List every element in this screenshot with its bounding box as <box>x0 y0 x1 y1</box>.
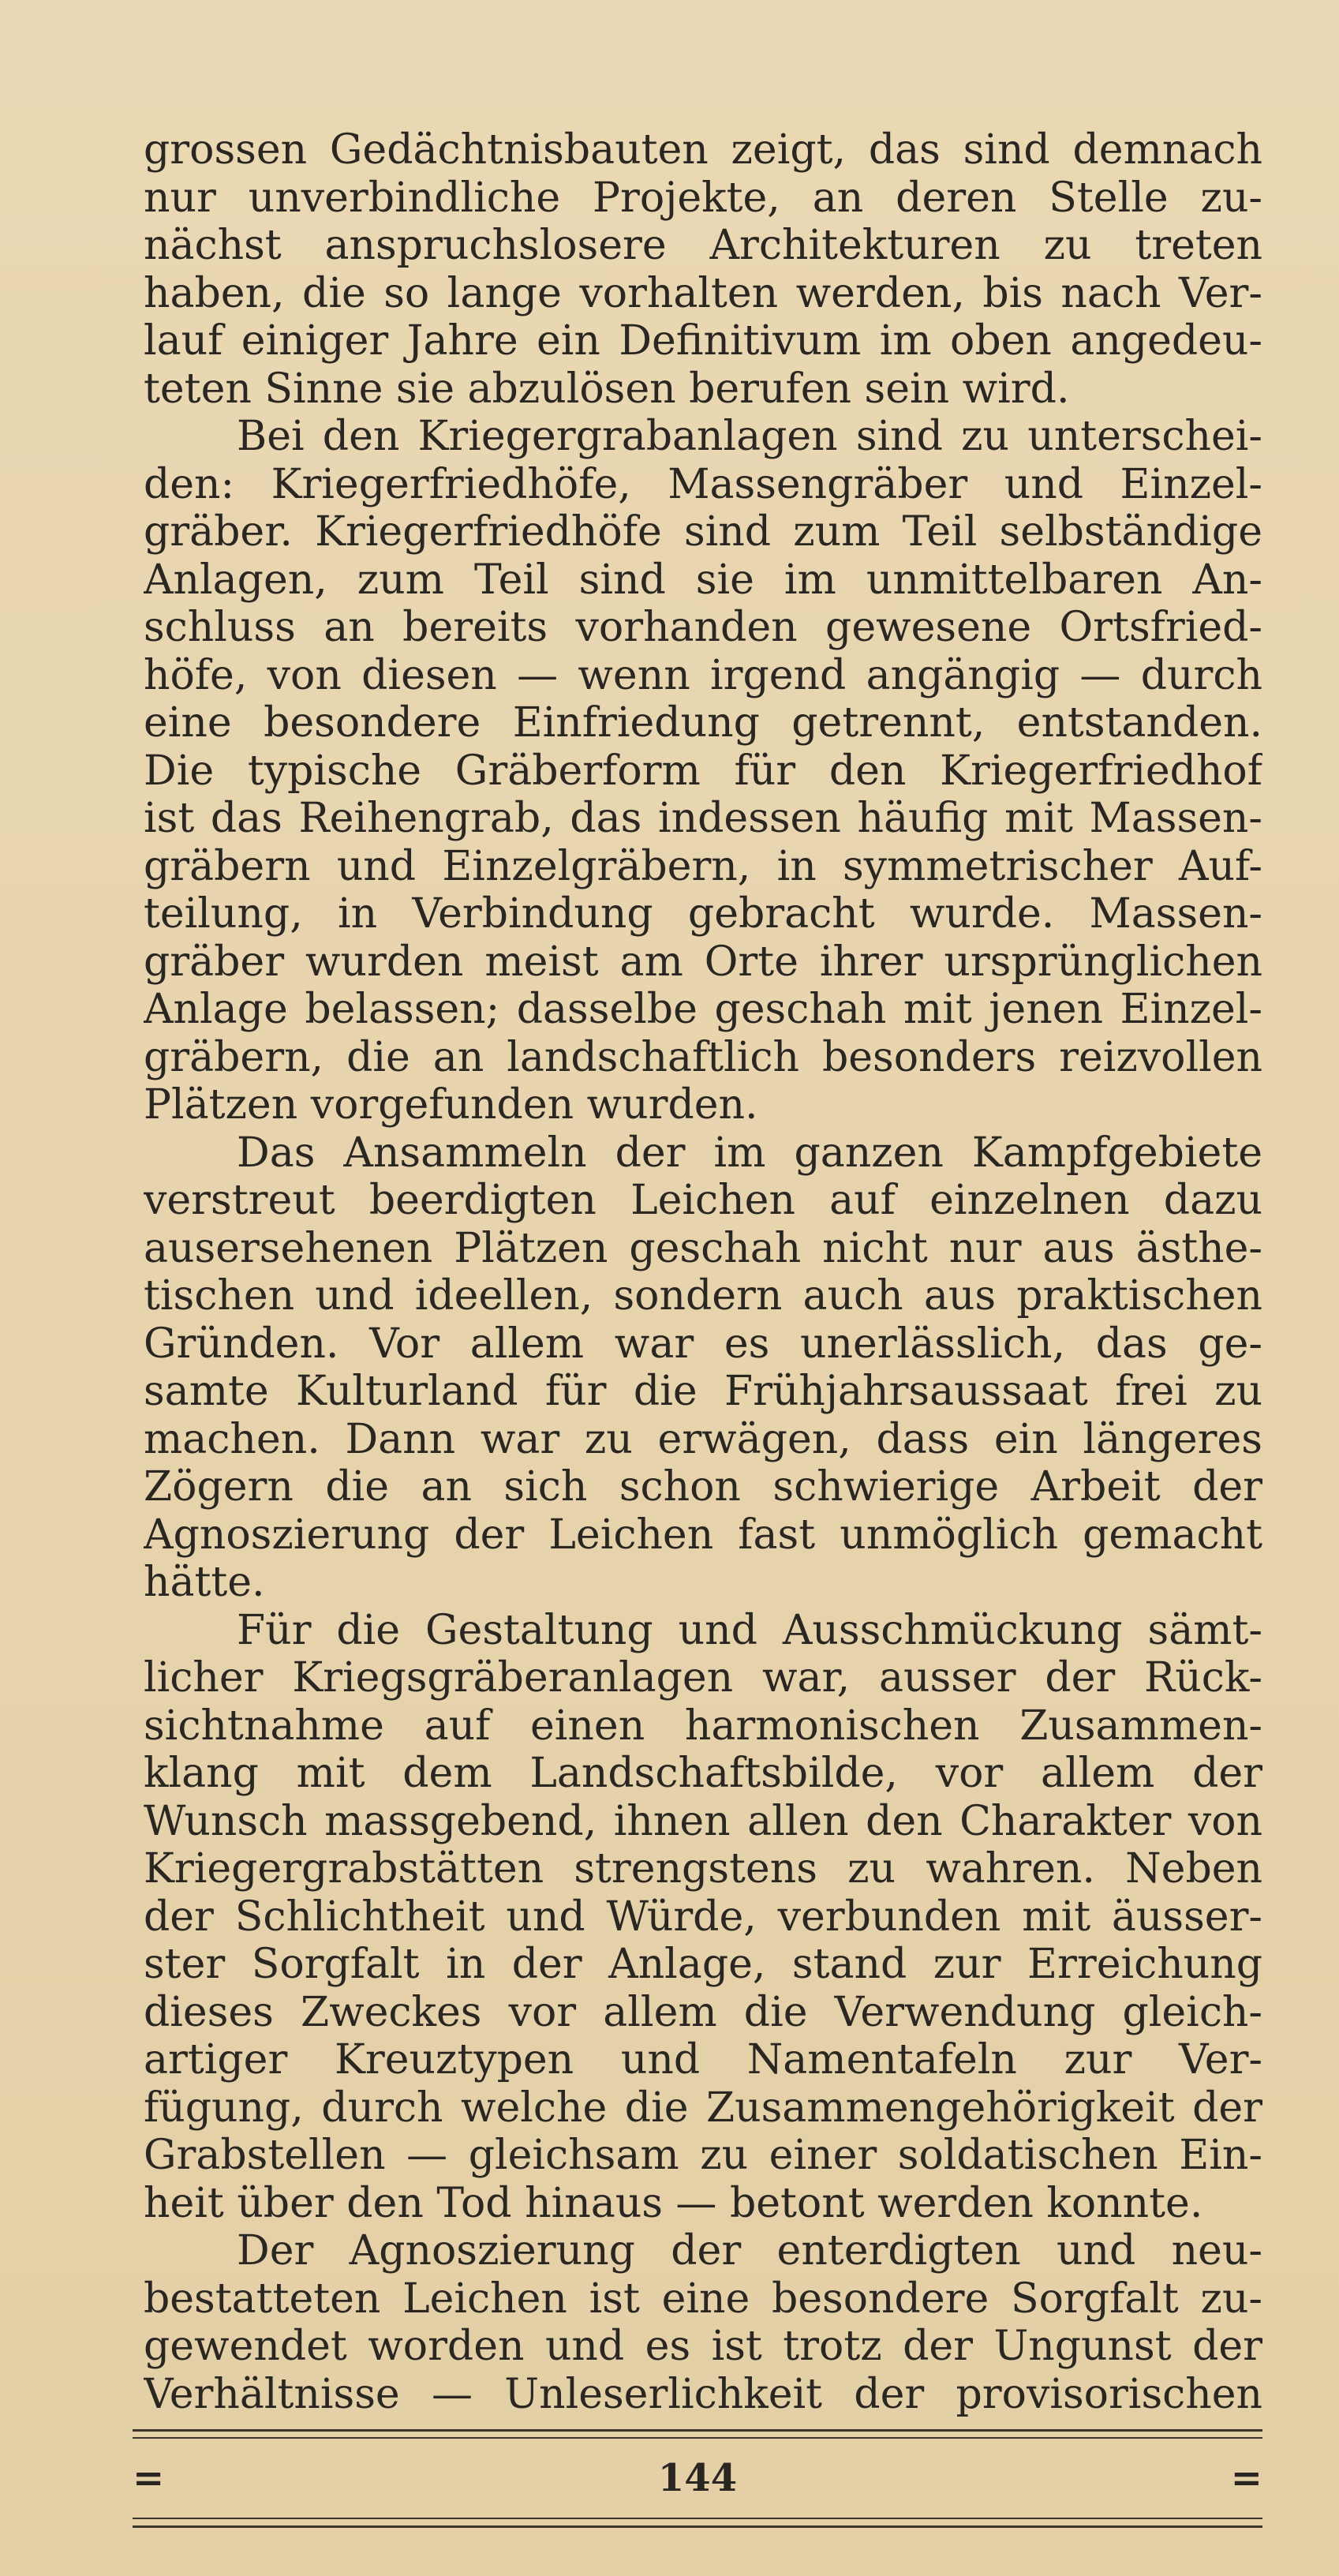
text-line: Grabstellen — gleichsam zu einer soldatischen Ein- <box>144 2132 1262 2179</box>
footer-bottom-rule-thin <box>133 2518 1262 2519</box>
text-line: licher Kriegsgräberanlagen war, ausser der Rück- <box>144 1654 1262 1702</box>
text-line: ist das Reihengrab, das indessen häufig mit Massen- <box>144 795 1262 842</box>
text-line: samte Kulturland für die Frühjahrsaussaat frei zu <box>144 1368 1262 1415</box>
text-line: sichtnahme auf einen harmonischen Zusammen- <box>144 1702 1262 1750</box>
text-line: heit über den Tod hinaus — betont werden konnte. <box>144 2179 1203 2227</box>
text-line: nur unverbindliche Projekte, an deren Stelle zu- <box>144 174 1262 222</box>
text-line: Plätzen vorgefunden wurden. <box>144 1081 758 1129</box>
text-line: klang mit dem Landschaftsbilde, vor allem der <box>144 1750 1262 1797</box>
paragraph-start-line: Für die Gestaltung und Ausschmückung sämt- <box>237 1606 1262 1654</box>
text-line: der Schlichtheit und Würde, verbunden mit äusser- <box>144 1893 1262 1941</box>
text-line: eine besondere Einfriedung getrennt, entstanden. <box>144 699 1262 747</box>
text-line: Wunsch massgebend, ihnen allen den Charakter von <box>144 1797 1262 1845</box>
paragraph-start-line: Der Agnoszierung der enterdigten und neu- <box>237 2227 1262 2275</box>
text-line: haben, die so lange vorhalten werden, bis nach Ver- <box>144 269 1262 317</box>
text-line: bestatteten Leichen ist eine besondere Sorgfalt zu- <box>144 2275 1262 2323</box>
text-line: schluss an bereits vorhanden gewesene Ortsfried- <box>144 604 1262 651</box>
text-line: den: Kriegerfriedhöfe, Massengräber und Einzel- <box>144 460 1262 508</box>
text-line: Zögern die an sich schon schwierige Arbeit der <box>144 1463 1262 1511</box>
text-line: nächst anspruchslosere Architekturen zu treten <box>144 222 1262 269</box>
footer-right-mark: = <box>1230 2456 1262 2500</box>
text-line: teilung, in Verbindung gebracht wurde. Massen- <box>144 890 1262 938</box>
text-line: Anlagen, zum Teil sind sie im unmittelbaren An- <box>144 556 1262 604</box>
paragraph-start-line: Bei den Kriegergrabanlagen sind zu unterschei- <box>237 413 1262 460</box>
text-line: grossen Gedächtnisbauten zeigt, das sind demnach <box>144 126 1262 174</box>
page-number: 144 <box>657 2456 738 2500</box>
text-line: tischen und ideellen, sondern auch aus praktischen <box>144 1272 1262 1320</box>
text-line: Die typische Gräberform für den Kriegerfriedhof <box>144 747 1262 795</box>
text-line: fügung, durch welche die Zusammengehörigkeit der <box>144 2084 1262 2132</box>
text-line: Anlage belassen; dasselbe geschah mit jenen Einzel- <box>144 986 1262 1033</box>
text-line: ster Sorgfalt in der Anlage, stand zur Erreichung <box>144 1941 1262 1988</box>
text-line: teten Sinne sie abzulösen berufen sein wird. <box>144 365 1070 413</box>
footer-top-rule-thin <box>133 2437 1262 2439</box>
text-line: artiger Kreuztypen und Namentafeln zur Ver- <box>144 2036 1262 2084</box>
text-line: gewendet worden und es ist trotz der Ungunst der <box>144 2323 1262 2370</box>
text-line: gräbern und Einzelgräbern, in symmetrischer Auf- <box>144 842 1262 890</box>
text-line: ausersehenen Plätzen geschah nicht nur aus ästhe- <box>144 1224 1262 1272</box>
text-line: hätte. <box>144 1559 265 1606</box>
page-footer <box>133 2454 1262 2502</box>
text-line: gräber wurden meist am Orte ihrer ursprünglichen <box>144 938 1262 986</box>
footer-bottom-rule <box>133 2525 1262 2528</box>
text-line: dieses Zweckes vor allem die Verwendung gleich- <box>144 1988 1262 2036</box>
text-line: verstreut beerdigten Leichen auf einzelnen dazu <box>144 1177 1262 1224</box>
footer-left-mark: = <box>133 2456 165 2500</box>
text-line: lauf einiger Jahre ein Definitivum im oben angedeu- <box>144 317 1262 365</box>
text-line: gräbern, die an landschaftlich besonders reizvollen <box>144 1033 1262 1081</box>
text-line: machen. Dann war zu erwägen, dass ein längeres <box>144 1415 1262 1463</box>
text-line: Agnoszierung der Leichen fast unmöglich gemacht <box>144 1511 1262 1559</box>
text-line: Gründen. Vor allem war es unerlässlich, das ge- <box>144 1320 1262 1368</box>
text-line: höfe, von diesen — wenn irgend angängig — durch <box>144 651 1262 699</box>
paragraph-start-line: Das Ansammeln der im ganzen Kampfgebiete <box>237 1129 1262 1177</box>
text-line: gräber. Kriegerfriedhöfe sind zum Teil selbständige <box>144 508 1262 556</box>
footer-top-rule <box>133 2429 1262 2432</box>
text-line: Verhältnisse — Unleserlichkeit der provisorischen <box>144 2370 1262 2418</box>
text-line: Kriegergrabstätten strengstens zu wahren. Neben <box>144 1845 1262 1893</box>
body-text <box>144 126 1262 2418</box>
